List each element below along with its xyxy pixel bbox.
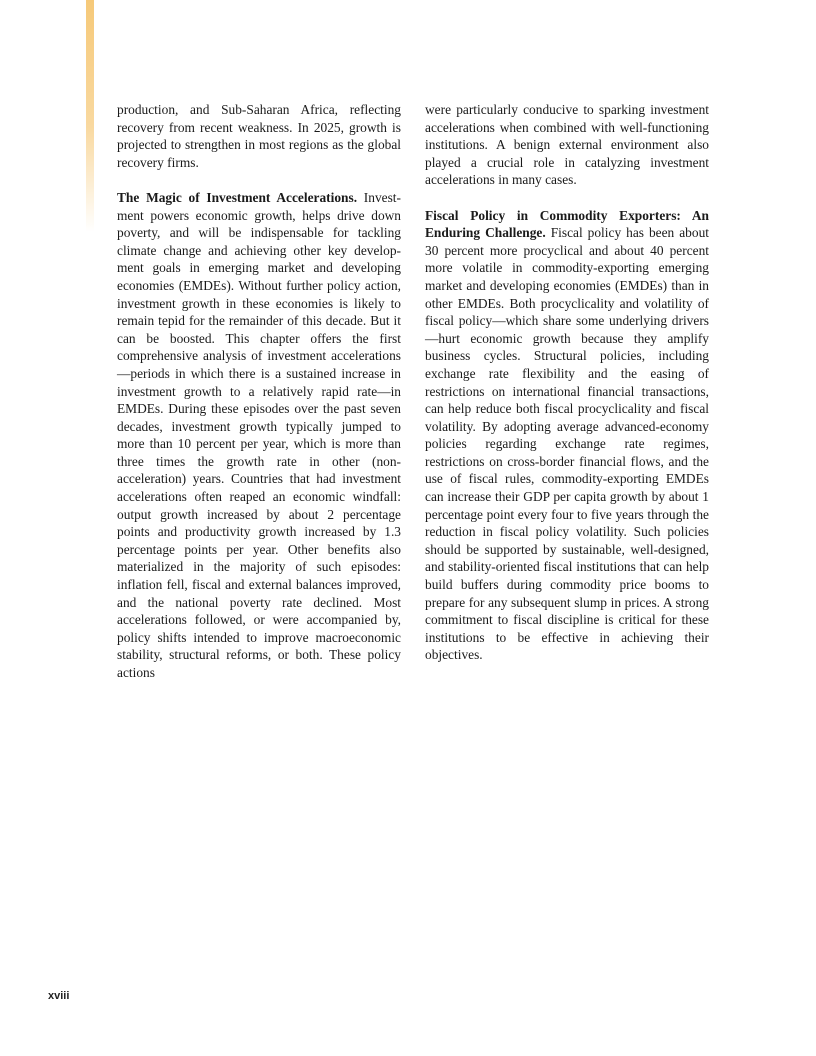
paragraph-investment-accelerations (117, 189, 401, 682)
paragraph-fiscal-policy (425, 207, 709, 664)
section-body-investment-accelerations: Investment powers economic growth, helps drive down poverty, and will be indispensable for tackling climate change and achieving other key development goals in emerging market and developing economies (EMDEs). Without further policy action, investment growth in these economies is likely to remain tepid for the remainder of this decade. But it can be boosted. This chapter offers the first comprehensive analysis of investment accelerations—periods in which there is a sustained increase in investment growth to a relatively rapid rate—in EMDEs. During these episodes over the past seven decades, investment growth typically jumped to more than 10 percent per year, which is more than three times the growth rate in other (non-acceleration) years. Countries that had investment accelerations often reaped an economic windfall: output growth increased by about 2 percentage points and productivity growth increased by 1.3 percentage points per year. Other benefits also materialized in the majority of such episodes: inflation fell, fiscal and external balances improved, and the national poverty rate declined. Most accelerations followed, or were accompanied by, policy shifts intended to improve macroeconomic stability, structural reforms, or both. These policy actions (117, 189, 401, 680)
paragraph-investment-continuation: were particularly conducive to sparking investment accelerations when combined with well-functioning institutions. A benign external environment also played a crucial role in catalyzing investment accelerations in many cases. (425, 102, 709, 188)
paragraph-regional-outlook: production, and Sub-Saharan Africa, reflecting recovery from recent weakness. In 2025, growth is projected to strengthen in most regions as the global recovery firms. (117, 102, 401, 170)
right-column (425, 101, 709, 682)
left-column (117, 101, 401, 699)
accent-bar (86, 0, 94, 232)
section-heading-investment-accelerations: The Magic of Investment Accelerations. (117, 189, 358, 205)
section-heading-fiscal-policy: Fiscal Policy in Commodity Exporters: An Enduring Challenge. (425, 207, 709, 241)
section-body-fiscal-policy: Fiscal policy has been about 30 percent more procyclical and about 40 percent more volatile in commodity-exporting emerging market and developing economies (EMDEs) than in other EMDEs. Both procyclicality and volatility of fiscal policy—which share some underlying drivers—hurt economic growth because they amplify business cycles. Structural policies, including exchange rate flexibility and the easing of restrictions on international financial transactions, can help reduce both fiscal procyclicality and fiscal volatility. By adopting average advanced-economy policies regarding exchange rate regimes, restrictions on cross-border financial flows, and the use of fiscal rules, commodity-exporting EMDEs can increase their GDP per capita growth by about 1 percentage point every four to five years through the reduction in fiscal policy volatility. Such policies should be supported by sustainable, well-designed, and stability-oriented fiscal institutions that can help build buffers during commodity price booms to prepare for any subsequent slump in prices. A strong commitment to fiscal discipline is critical for these institutions to be effective in achieving their objectives. (425, 225, 709, 663)
page-number: xviii (48, 990, 70, 1002)
